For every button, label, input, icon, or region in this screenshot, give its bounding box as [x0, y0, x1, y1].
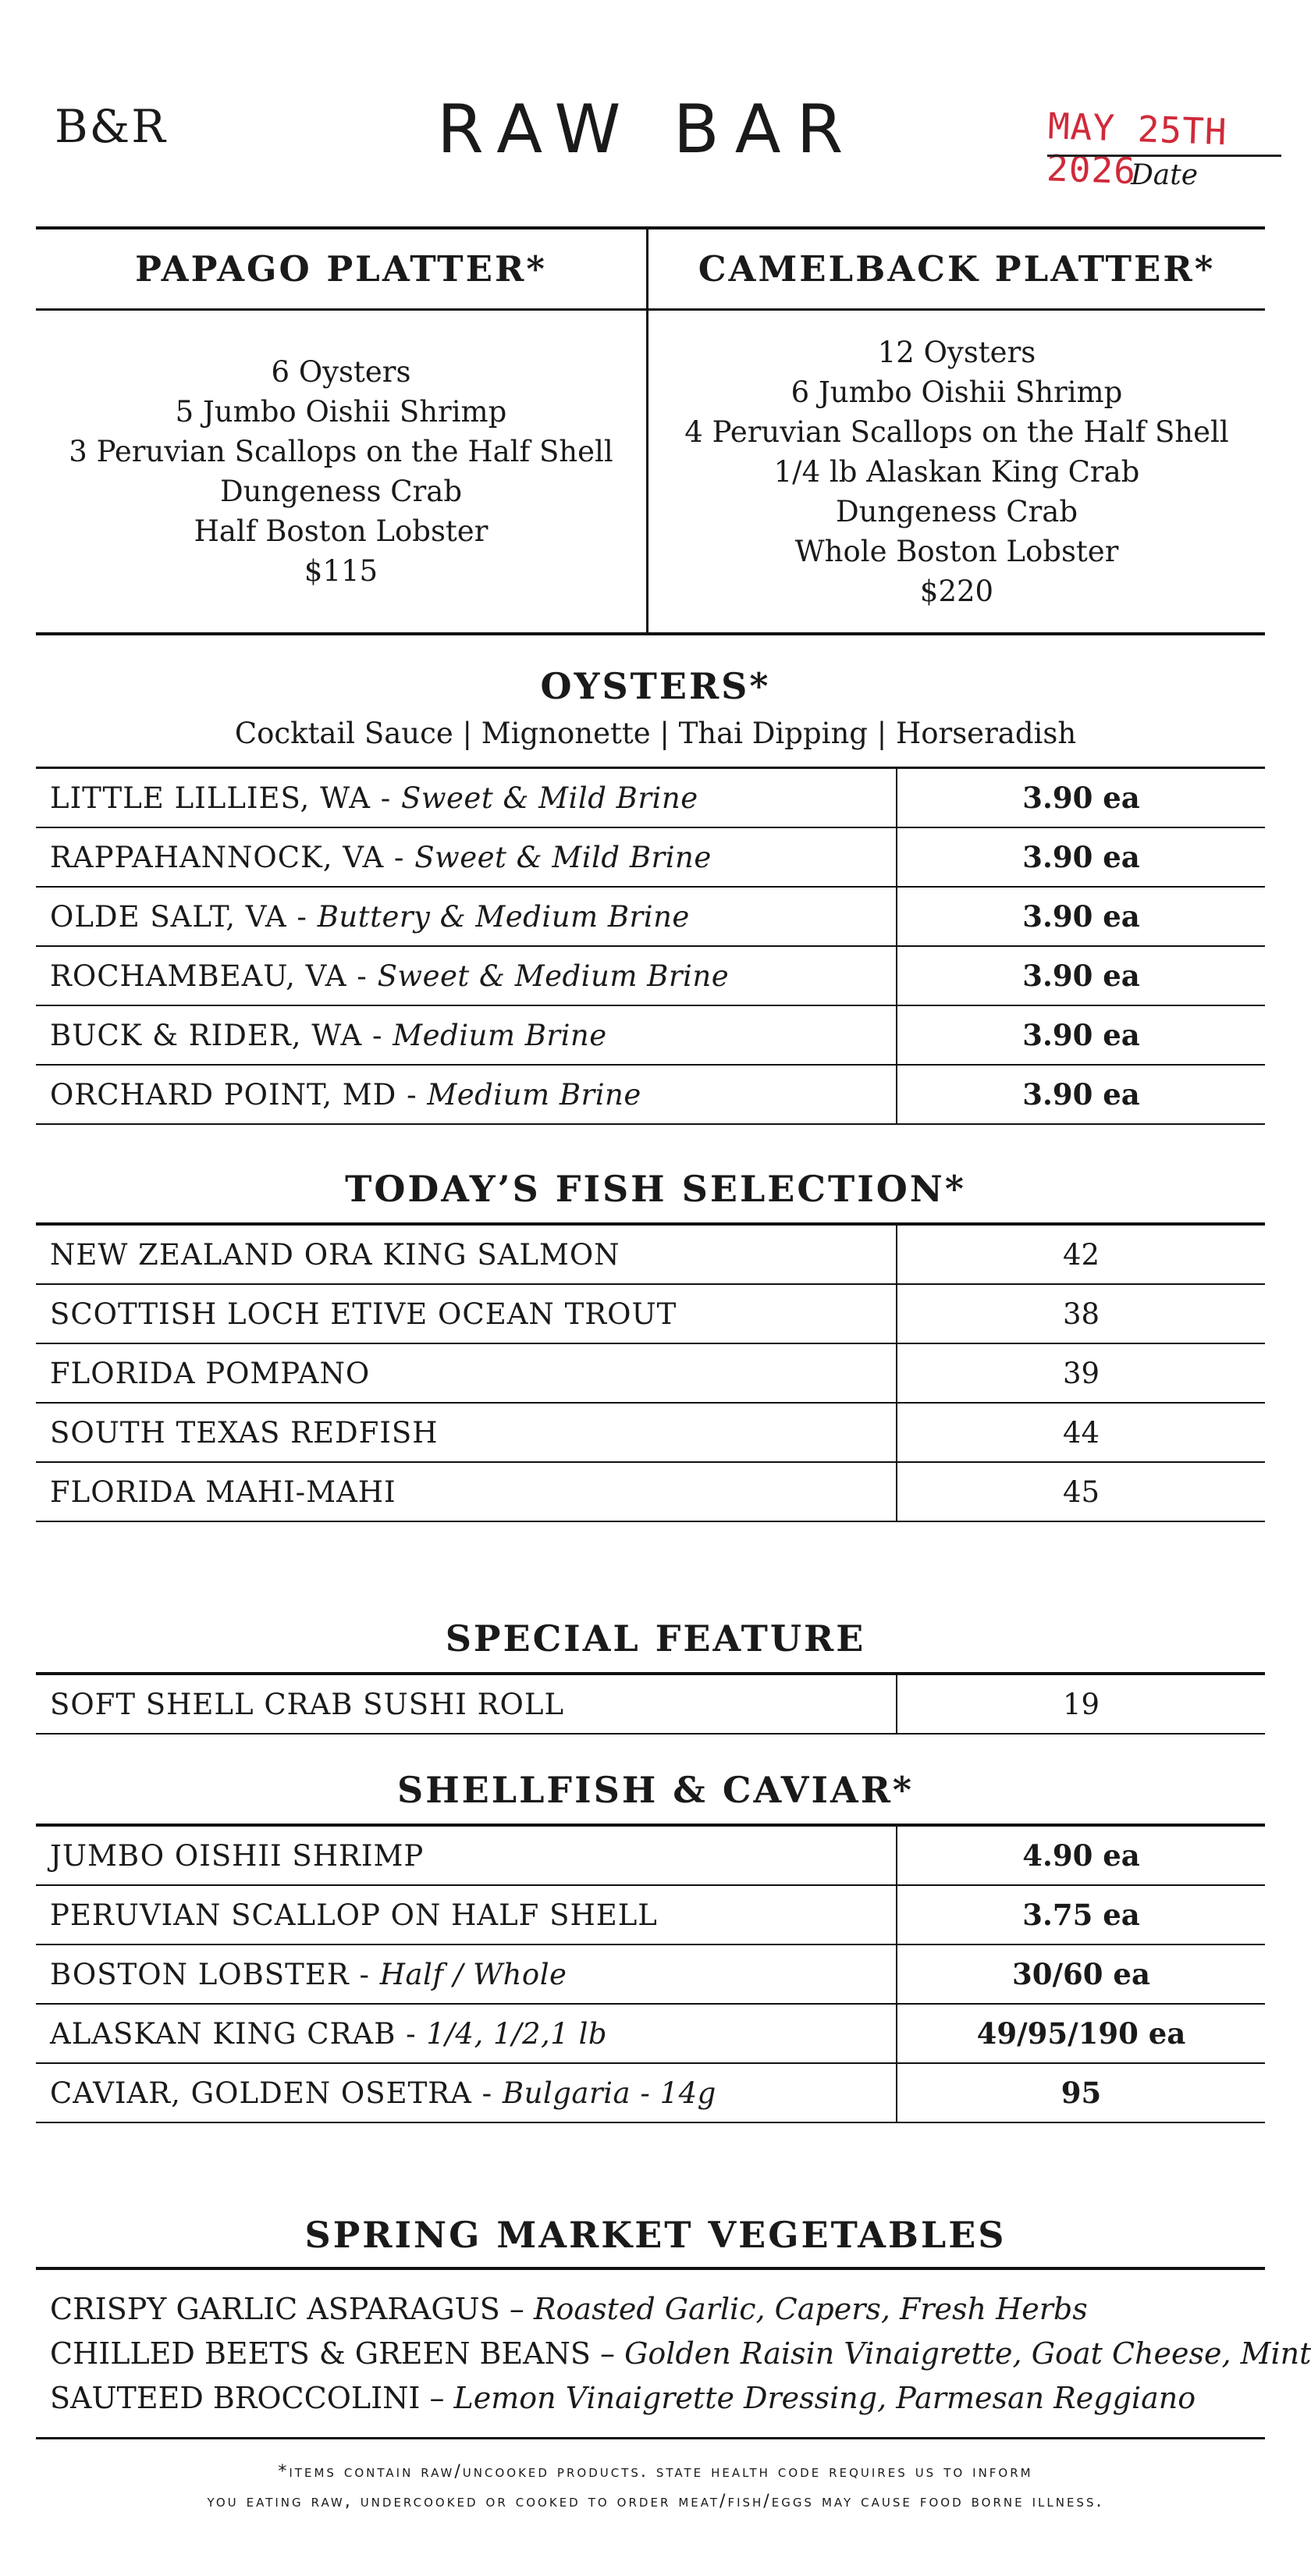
table-row: BOSTON LOBSTER - Half / Whole 30/60 ea: [36, 1945, 1265, 2005]
item-price: 44: [1062, 1415, 1100, 1450]
item-name: FLORIDA MAHI-MAHI: [36, 1463, 897, 1521]
item-description: Bulgaria - 14g: [502, 2076, 716, 2110]
vegetables-title: SPRING MARKET VEGETABLES: [304, 2214, 1007, 2256]
fish-title: TODAY’S FISH SELECTION*: [345, 1168, 966, 1210]
item-name: LITTLE LILLIES, WA: [50, 781, 371, 815]
platter-item: 1/4 lb Alaskan King Crab: [773, 454, 1140, 489]
platters-table: [36, 226, 1265, 635]
item-name: ROCHAMBEAU, VA: [50, 959, 347, 993]
oysters-title: OYSTERS*: [540, 665, 771, 707]
item-price: 3.90 ea: [1022, 959, 1140, 993]
table-row: [36, 1886, 1265, 1945]
platter-items: [36, 311, 646, 632]
table-row: [36, 1226, 1265, 1285]
date-stamp: MAY 25TH 2026: [1046, 105, 1228, 193]
item-description: Sweet & Mild Brine: [401, 781, 698, 815]
item-description: Golden Raisin Vinaigrette, Goat Cheese, Mint: [624, 2336, 1311, 2371]
table-row: [36, 1285, 1265, 1344]
platter-item: Dungeness Crab: [219, 475, 463, 508]
restaurant-logo: B&R: [55, 100, 167, 153]
platter-papago: [36, 229, 648, 632]
platter-item: 5 Jumbo Oishii Shrimp: [175, 395, 507, 429]
platter-camelback: [648, 229, 1265, 632]
page-title: RAW BAR: [437, 91, 859, 169]
item-price: 49/95/190 ea: [976, 2016, 1186, 2051]
item-name: SOFT SHELL CRAB SUSHI ROLL: [36, 1675, 897, 1733]
table-row: OLDE SALT, VA - Buttery & Medium Brine 3.90 ea: [36, 888, 1265, 947]
item-name: PERUVIAN SCALLOP ON HALF SHELL: [36, 1886, 897, 1944]
table-row: ALASKAN KING CRAB - 1/4, 1/2,1 lb 49/95/190 ea: [36, 2005, 1265, 2064]
item-price: 3.90 ea: [1022, 781, 1140, 815]
platter-item: 12 Oysters: [877, 335, 1036, 369]
item-name: SAUTEED BROCCOLINI: [50, 2381, 421, 2415]
table-row: ORCHARD POINT, MD - Medium Brine 3.90 ea: [36, 1066, 1265, 1125]
item-name: NEW ZEALAND ORA KING SALMON: [36, 1226, 897, 1283]
table-row: RAPPAHANNOCK, VA - Sweet & Mild Brine 3.90 ea: [36, 828, 1265, 888]
platter-price: $115: [304, 554, 378, 588]
item-name: SOUTH TEXAS REDFISH: [36, 1404, 897, 1461]
divider: [36, 2267, 1265, 2270]
table-row: [36, 1404, 1265, 1463]
table-row: [36, 1827, 1265, 1886]
item-description: Sweet & Medium Brine: [377, 959, 730, 993]
item-description: Lemon Vinaigrette Dressing, Parmesan Reggiano: [453, 2381, 1196, 2415]
date-underline: [1047, 155, 1281, 157]
item-price: 39: [1062, 1356, 1100, 1390]
item-description: Medium Brine: [427, 1077, 641, 1112]
item-description: Half / Whole: [379, 1957, 567, 1991]
vegetables-list: [50, 2287, 1311, 2421]
item-price: 30/60 ea: [1012, 1957, 1150, 1991]
item-price: 3.90 ea: [1022, 840, 1140, 874]
item-description: Roasted Garlic, Capers, Fresh Herbs: [533, 2292, 1088, 2326]
item-price: 3.75 ea: [1022, 1898, 1140, 1932]
item-description: 1/4, 1/2,1 lb: [426, 2016, 608, 2051]
item-name: CRISPY GARLIC ASPARAGUS: [50, 2292, 500, 2326]
table-row: BUCK & RIDER, WA - Medium Brine 3.90 ea: [36, 1006, 1265, 1066]
item-price: 3.90 ea: [1022, 899, 1140, 934]
health-disclaimer: [0, 2457, 1311, 2517]
item-name: ORCHARD POINT, MD: [50, 1077, 397, 1112]
item-name: ALASKAN KING CRAB: [50, 2016, 396, 2051]
special-table: [36, 1672, 1265, 1735]
item-name: RAPPAHANNOCK, VA: [50, 840, 385, 874]
platter-item: Whole Boston Lobster: [794, 534, 1119, 568]
platter-price: $220: [919, 574, 994, 608]
platter-item: 4 Peruvian Scallops on the Half Shell: [684, 415, 1229, 449]
item-price: 3.90 ea: [1022, 1018, 1140, 1052]
platter-items: [648, 311, 1265, 632]
item-name: BOSTON LOBSTER: [50, 1957, 350, 1991]
item-description: Sweet & Mild Brine: [414, 840, 712, 874]
fish-table: [36, 1222, 1265, 1522]
item-price: 19: [1062, 1687, 1100, 1721]
item-name: BUCK & RIDER, WA: [50, 1018, 363, 1052]
oysters-table: [36, 767, 1265, 1125]
special-title: SPECIAL FEATURE: [445, 1617, 866, 1660]
item-name: CHILLED BEETS & GREEN BEANS: [50, 2336, 591, 2371]
item-name: OLDE SALT, VA: [50, 899, 287, 934]
item-name: CAVIAR, GOLDEN OSETRA: [50, 2076, 472, 2110]
item-description: Buttery & Medium Brine: [317, 899, 690, 934]
divider: [36, 2437, 1265, 2439]
table-row: [36, 1463, 1265, 1522]
item-price: 45: [1062, 1475, 1100, 1509]
platter-title: PAPAGO PLATTER*: [36, 229, 646, 311]
date-label: Date: [1130, 159, 1199, 191]
disclaimer-line: you eating raw, undercooked or cooked to order meat/fish/eggs may cause food borne illness.: [207, 2492, 1104, 2511]
platter-title: CAMELBACK PLATTER*: [648, 229, 1265, 311]
item-price: 3.90 ea: [1022, 1077, 1140, 1112]
item-name: FLORIDA POMPANO: [36, 1344, 897, 1402]
item-description: Medium Brine: [393, 1018, 607, 1052]
platter-item: 3 Peruvian Scallops on the Half Shell: [69, 435, 613, 468]
shellfish-table: [36, 1823, 1265, 2123]
platter-item: Half Boston Lobster: [194, 514, 489, 548]
item-price: 95: [1061, 2076, 1102, 2110]
list-item: SAUTEED BROCCOLINI – Lemon Vinaigrette Dressing, Parmesan Reggiano: [50, 2381, 1196, 2415]
table-row: CAVIAR, GOLDEN OSETRA - Bulgaria - 14g 95: [36, 2064, 1265, 2123]
item-price: 38: [1062, 1297, 1100, 1331]
shellfish-title: SHELLFISH & CAVIAR*: [397, 1769, 914, 1811]
table-row: [36, 1675, 1265, 1735]
item-price: 4.90 ea: [1022, 1838, 1140, 1873]
platter-item: 6 Jumbo Oishii Shrimp: [791, 375, 1123, 409]
item-name: JUMBO OISHII SHRIMP: [36, 1827, 897, 1884]
table-row: LITTLE LILLIES, WA - Sweet & Mild Brine 3.90 ea: [36, 769, 1265, 828]
table-row: [36, 1344, 1265, 1404]
disclaimer-line: *items contain raw/uncooked products. state health code requires us to inform: [278, 2462, 1033, 2482]
table-row: ROCHAMBEAU, VA - Sweet & Medium Brine 3.90 ea: [36, 947, 1265, 1006]
list-item: CRISPY GARLIC ASPARAGUS – Roasted Garlic, Capers, Fresh Herbs: [50, 2292, 1088, 2326]
item-name: SCOTTISH LOCH ETIVE OCEAN TROUT: [36, 1285, 897, 1343]
list-item: CHILLED BEETS & GREEN BEANS – Golden Raisin Vinaigrette, Goat Cheese, Mint: [50, 2336, 1311, 2371]
item-price: 42: [1062, 1237, 1100, 1272]
platter-item: Dungeness Crab: [835, 494, 1078, 528]
oyster-sauces: Cocktail Sauce | Mignonette | Thai Dipping | Horseradish: [234, 717, 1077, 750]
platter-item: 6 Oysters: [271, 355, 411, 389]
